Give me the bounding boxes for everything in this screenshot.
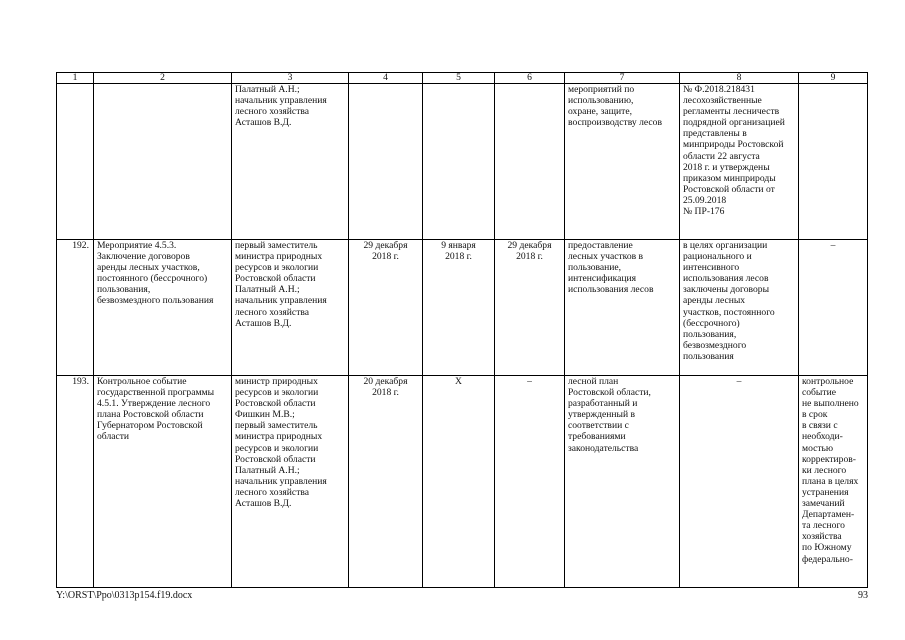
actual-start-date: Х bbox=[455, 376, 462, 387]
row-number-cell bbox=[57, 376, 94, 588]
status-cell bbox=[680, 376, 799, 588]
status-text: – bbox=[736, 376, 742, 387]
expected-result-text: мероприятий по использованию, охране, защите, воспроизводству лесов bbox=[568, 84, 662, 129]
column-number: 2 bbox=[94, 73, 232, 84]
column-number: 6 bbox=[495, 73, 565, 84]
status-text: № Ф.2018.218431 лесохозяйственные регламенты лесничеств подрядной организацией представлены в минприроды Ростовской области 22 августа 2018 г. и утверждены приказом минприроды Ростовской области от 25.09.2018 № ПР-176 bbox=[683, 84, 785, 218]
table-row bbox=[57, 376, 868, 588]
expected-result-cell bbox=[565, 84, 680, 240]
note-text: – bbox=[830, 240, 836, 251]
responsible-cell bbox=[232, 84, 349, 240]
expected-result-cell bbox=[565, 376, 680, 588]
event-text: Мероприятие 4.5.3. Заключение договоров аренды лесных участков, постоянного (бессрочного) пользования, безвозмездного пользования bbox=[97, 240, 214, 307]
event-cell bbox=[94, 240, 232, 376]
expected-result-text: лесной план Ростовской области, разработанный и утвержденный в соответствии с требованиями законодательства bbox=[568, 376, 651, 454]
planned-date: 20 декабря 2018 г. bbox=[363, 376, 408, 399]
actual-start-date: 9 января 2018 г. bbox=[441, 240, 476, 263]
actual-start-cell bbox=[423, 376, 495, 588]
column-number: 1 bbox=[57, 73, 94, 84]
event-text: Контрольное событие государственной программы 4.5.1. Утверждение лесного плана Ростовской области Губернатором Ростовской области bbox=[97, 376, 215, 443]
expected-result-cell bbox=[565, 240, 680, 376]
status-cell bbox=[680, 84, 799, 240]
actual-end-date: – bbox=[527, 376, 532, 387]
column-number: 8 bbox=[680, 73, 799, 84]
note-text: контрольное событие не выполнено в срок в связи с необходи- мостью корректиров- ки лесного плана в целях устранения замечаний Департамен- та лесного хозяйства по Южному федерально- bbox=[802, 376, 859, 565]
expected-result-text: предоставление лесных участков в пользование, интенсификация использования лесов bbox=[568, 240, 654, 296]
column-number: 9 bbox=[799, 73, 868, 84]
note-cell bbox=[799, 240, 868, 376]
table-row bbox=[57, 84, 868, 240]
row-number: 192. bbox=[72, 240, 89, 251]
actual-end-cell bbox=[495, 84, 565, 240]
actual-start-cell bbox=[423, 240, 495, 376]
planned-date: 29 декабря 2018 г. bbox=[363, 240, 408, 263]
actual-start-cell bbox=[423, 84, 495, 240]
planned-date-cell bbox=[349, 84, 423, 240]
planned-date-cell bbox=[349, 240, 423, 376]
event-cell bbox=[94, 84, 232, 240]
row-number-cell bbox=[57, 84, 94, 240]
responsible-cell bbox=[232, 376, 349, 588]
footer-file-path: Y:\ORST\Ppo\0313p154.f19.docx bbox=[56, 590, 193, 601]
row-number-cell bbox=[57, 240, 94, 376]
responsible-text: министр природных ресурсов и экологии Ростовской области Фишкин М.В.; первый заместитель министра природных ресурсов и экологии Ростовской области Палатный А.Н.; начальник управления лесного хозяйства Асташов В.Д. bbox=[235, 376, 327, 510]
status-text: в целях организации рационального и интенсивного использования лесов заключены договоры аренды лесных участков, постоянного (бессрочного) пользования, безвозмездного пользования bbox=[683, 240, 775, 362]
note-cell bbox=[799, 376, 868, 588]
planned-date-cell bbox=[349, 376, 423, 588]
report-table bbox=[56, 72, 868, 588]
column-number-row bbox=[57, 73, 868, 84]
column-number: 3 bbox=[232, 73, 349, 84]
table-row bbox=[57, 240, 868, 376]
responsible-text: первый заместитель министра природных ресурсов и экологии Ростовской области Палатный А.Н.; начальник управления лесного хозяйства Асташов В.Д. bbox=[235, 240, 327, 329]
status-cell bbox=[680, 240, 799, 376]
responsible-cell bbox=[232, 240, 349, 376]
actual-end-cell bbox=[495, 376, 565, 588]
column-number: 7 bbox=[565, 73, 680, 84]
column-number: 5 bbox=[423, 73, 495, 84]
page-number: 93 bbox=[858, 590, 868, 601]
column-number: 4 bbox=[349, 73, 423, 84]
note-cell bbox=[799, 84, 868, 240]
responsible-text: Палатный А.Н.; начальник управления лесного хозяйства Асташов В.Д. bbox=[235, 84, 327, 129]
actual-end-cell bbox=[495, 240, 565, 376]
actual-end-date: 29 декабря 2018 г. bbox=[507, 240, 552, 263]
row-number: 193. bbox=[72, 376, 89, 387]
event-cell bbox=[94, 376, 232, 588]
